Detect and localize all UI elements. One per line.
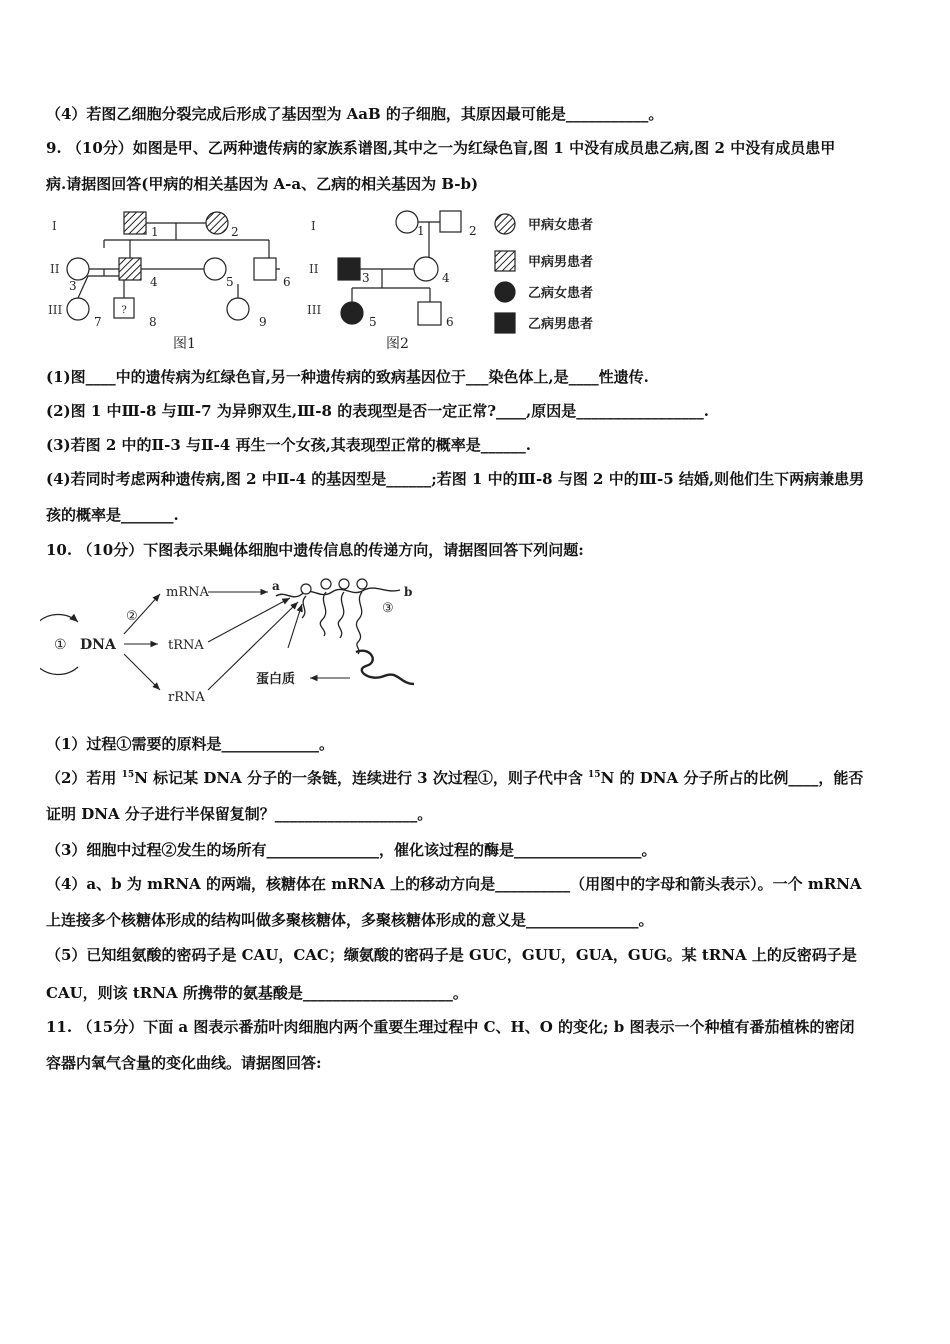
fig2-gen-label-2: II <box>309 262 319 276</box>
fig1-II3-female <box>67 258 89 280</box>
q10-q2-line1 <box>46 768 916 788</box>
q9-stem-line2: 病.请据图回答(甲病的相关基因为 A-a、乙病的相关基因为 B-b) <box>46 175 479 193</box>
q10-q2-sup1: 15 <box>121 770 135 780</box>
fig1-II4-affected-male <box>119 258 141 280</box>
rrna-label: rRNA <box>168 690 205 705</box>
fig2-II4-female <box>414 257 438 281</box>
gen-label-1: I <box>52 219 57 233</box>
ribosome <box>301 584 311 594</box>
q10-q2-line2: 证明 DNA 分子进行半保留复制？___________________。 <box>46 805 433 823</box>
q10-q2-pre: （2）若用 <box>46 769 122 787</box>
q11-stem-line2: 容器内氧气含量的变化曲线。请据图回答: <box>46 1054 322 1072</box>
gene-expression-figure <box>40 572 440 707</box>
fig1-num-9: 9 <box>259 315 267 329</box>
fig2-I1-female <box>396 211 418 233</box>
end-b-label: b <box>404 585 413 599</box>
fig1-num-6: 6 <box>283 275 291 289</box>
fig2-num-4: 4 <box>442 271 450 285</box>
fig1-I2-affected-female <box>206 212 228 234</box>
fig2-num-2: 2 <box>469 224 477 238</box>
fig2-caption: 图2 <box>386 336 409 352</box>
unknown-mark: ? <box>121 305 127 316</box>
fig2-III5-affected-female <box>341 302 363 324</box>
circle-1: ① <box>54 637 67 653</box>
end-a-label: a <box>272 579 280 593</box>
q9-q4-line2: 孩的概率是_______. <box>46 506 179 524</box>
fig2-I2-male <box>440 211 461 232</box>
fig2-num-6: 6 <box>446 315 454 329</box>
ribosome <box>321 579 331 589</box>
fig1-II6-male <box>254 258 276 280</box>
fig1-num-1: 1 <box>151 225 159 239</box>
legend-swatch-jia-male <box>495 251 515 271</box>
q10-q4-line2: 上连接多个核糖体形成的结构叫做多聚核糖体，多聚核糖体形成的意义是_______________。 <box>46 911 654 929</box>
fig1-num-4: 4 <box>150 275 158 289</box>
fig1-I1-affected-male <box>124 212 146 234</box>
fig1-II5-female <box>204 258 226 280</box>
fig1-III9-female <box>227 298 249 320</box>
trna-label: tRNA <box>168 638 204 653</box>
fig2-num-3: 3 <box>362 271 370 285</box>
legend-yi-female: 乙病女患者 <box>528 286 594 301</box>
legend-jia-male: 甲病男患者 <box>528 255 594 270</box>
q10-q2-post: N 的 DNA 分子所占的比例____，能否 <box>600 769 864 787</box>
fig2-gen-label-3: III <box>307 303 322 317</box>
q10-q5-line2: CAU，则该 tRNA 所携带的氨基酸是____________________。 <box>46 984 468 1002</box>
q9-q4-line1: (4)若同时考虑两种遗传病,图 2 中Ⅱ-4 的基因型是______;若图 1 中的Ⅲ-8 与图 2 中的Ⅲ-5 结婚,则他们生下两病兼患男 <box>46 470 865 488</box>
q9-stem-line1: 9. （10分）如图是甲、乙两种遗传病的家族系谱图,其中之一为红绿色盲,图 1 中没有成员患乙病,图 2 中没有成员患甲 <box>46 139 836 157</box>
protein-label: 蛋白质 <box>256 672 296 687</box>
q9-q3: (3)若图 2 中的Ⅱ-3 与Ⅱ-4 再生一个女孩,其表现型正常的概率是______. <box>46 436 532 454</box>
fig2-gen-label-1: I <box>311 219 316 233</box>
circle-2: ② <box>126 609 138 624</box>
q10-q3: （3）细胞中过程②发生的场所有_______________，催化该过程的酶是_________________。 <box>46 841 657 859</box>
q10-q2-mid: N 标记某 DNA 分子的一条链，连续进行 3 次过程①，则子代中含 <box>134 769 589 787</box>
q10-q4-line1: （4）a、b 为 mRNA 的两端，核糖体在 mRNA 上的移动方向是__________（用图中的字母和箭头表示）。一个 mRNA <box>46 875 862 893</box>
q9-q2: (2)图 1 中Ⅲ-8 与Ⅲ-7 为异卵双生,Ⅲ-8 的表现型是否一定正常?____,原因是_________________. <box>46 402 709 420</box>
fig2-II3-affected-male <box>338 258 360 280</box>
legend-jia-female: 甲病女患者 <box>528 218 594 233</box>
q9-q1: (1)图____中的遗传病为红绿色盲,另一种遗传病的致病基因位于___染色体上,是____性遗传. <box>46 368 649 386</box>
fig1-num-8: 8 <box>149 315 157 329</box>
fig1-III7-female <box>67 298 89 320</box>
gen-label-2: II <box>50 262 60 276</box>
fig1-num-7: 7 <box>94 315 102 329</box>
fig1-num-5: 5 <box>226 275 234 289</box>
q8-part4: （4）若图乙细胞分裂完成后形成了基因型为 AaB 的子细胞，其原因最可能是___________。 <box>46 105 664 123</box>
circle-3: ③ <box>382 601 394 616</box>
mrna-label: mRNA <box>166 585 209 600</box>
gen-label-3: III <box>48 303 63 317</box>
legend-yi-male: 乙病男患者 <box>528 317 594 332</box>
fig1-caption: 图1 <box>173 336 196 352</box>
legend-swatch-jia-female <box>495 214 515 234</box>
q10-stem: 10. （10分）下图表示果蝇体细胞中遗传信息的传递方向，请据图回答下列问题: <box>46 541 584 559</box>
pedigree-figure <box>40 202 620 354</box>
fig1-num-3: 3 <box>69 279 77 293</box>
dna-label: DNA <box>80 637 116 653</box>
ribosome <box>339 579 349 589</box>
q10-q1: （1）过程①需要的原料是_____________。 <box>46 735 334 753</box>
q10-q5-line1: （5）已知组氨酸的密码子是 CAU，CAC；缬氨酸的密码子是 GUC，GUU，GUA，GUG。某 tRNA 上的反密码子是 <box>46 946 857 964</box>
fig2-num-1: 1 <box>417 224 425 238</box>
legend-swatch-yi-male <box>495 313 515 333</box>
q10-q2-sup2: 15 <box>588 770 601 780</box>
legend-swatch-yi-female <box>495 282 515 302</box>
fig2-num-5: 5 <box>369 315 377 329</box>
ribosome <box>357 579 367 589</box>
fig2-III6-male <box>418 302 441 325</box>
fig1-num-2: 2 <box>231 225 239 239</box>
q11-stem-line1: 11. （15分）下面 a 图表示番茄叶肉细胞内两个重要生理过程中 C、H、O 的变化; b 图表示一个种植有番茄植株的密闭 <box>46 1018 855 1036</box>
